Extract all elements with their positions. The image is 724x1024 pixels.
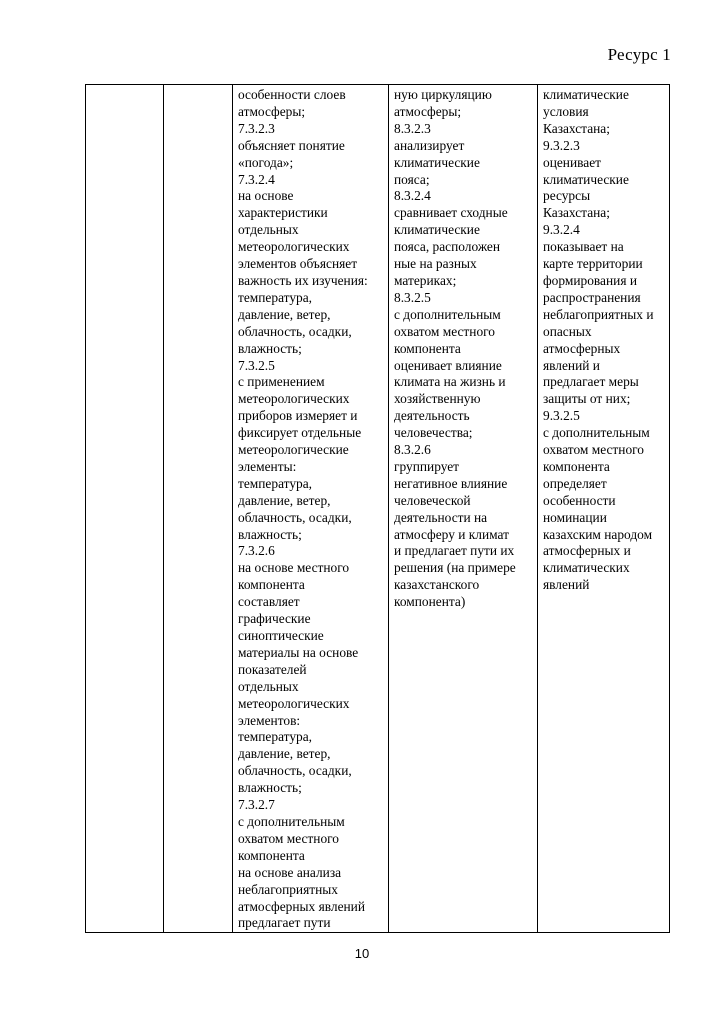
text-line: 9.3.2.3 — [543, 137, 580, 153]
grade9-objectives-text — [538, 85, 669, 594]
text-line: климатические — [543, 171, 629, 187]
text-line: 9.3.2.4 — [543, 222, 580, 238]
text-line: атмосферы; — [238, 103, 306, 119]
text-line: материках; — [394, 272, 457, 288]
text-line: решения (на примере — [394, 560, 516, 576]
text-line: и предлагает пути их — [394, 543, 515, 559]
text-line: температура, — [238, 289, 313, 305]
text-line: материалы на основе — [238, 644, 359, 660]
text-line: 8.3.2.6 — [394, 442, 431, 458]
empty-cell-col2 — [164, 85, 233, 933]
text-line: атмосферы; — [394, 103, 462, 119]
text-line: 9.3.2.5 — [543, 408, 580, 424]
text-line: ресурсы — [543, 188, 591, 204]
text-line: компонента — [238, 847, 305, 863]
text-line: фиксирует отдельные — [238, 425, 362, 441]
text-line: 7.3.2.4 — [238, 171, 275, 187]
text-line: 7.3.2.6 — [238, 543, 275, 559]
text-line: атмосферных — [543, 340, 621, 356]
text-line: отдельных — [238, 678, 299, 694]
text-line: компонента — [543, 458, 610, 474]
text-line: неблагоприятных — [238, 881, 338, 897]
text-line: климатические — [394, 154, 480, 170]
text-line: атмосферных явлений — [238, 898, 366, 914]
text-line: оценивает — [543, 154, 602, 170]
text-line: Казахстана; — [543, 205, 610, 221]
text-line: климата на жизнь и — [394, 374, 506, 390]
text-line: группирует — [394, 458, 460, 474]
text-line: атмосферных и — [543, 543, 631, 559]
text-line: 8.3.2.4 — [394, 188, 431, 204]
text-line: компонента — [394, 340, 461, 356]
text-line: формирования и — [543, 272, 637, 288]
text-line: характеристики — [238, 205, 328, 221]
text-line: предлагает меры — [543, 374, 639, 390]
text-line: 7.3.2.3 — [238, 120, 275, 136]
text-line: давление, ветер, — [238, 492, 331, 508]
table-row — [86, 85, 670, 933]
text-line: 7.3.2.5 — [238, 357, 275, 373]
text-line: определяет — [543, 475, 607, 491]
text-line: неблагоприятных и — [543, 306, 654, 322]
text-line: синоптические — [238, 628, 324, 643]
text-line: показывает на — [543, 239, 624, 255]
text-line: элементов: — [238, 712, 301, 728]
text-line: охватом местного — [394, 323, 495, 339]
text-line: давление, ветер, — [238, 306, 331, 322]
text-line: предлагает пути — [238, 915, 331, 931]
text-line: с дополнительным — [238, 813, 345, 829]
text-line: 8.3.2.5 — [394, 289, 431, 305]
text-line: климатических — [543, 560, 630, 576]
text-line: влажность; — [238, 780, 302, 796]
text-line: температура, — [238, 475, 313, 491]
text-line: деятельности на — [394, 509, 488, 525]
text-line: метеорологические — [238, 442, 349, 458]
text-line: явлений — [543, 577, 590, 593]
text-line: человеческой — [394, 492, 471, 508]
text-line: влажность; — [238, 526, 302, 542]
text-line: деятельность — [394, 408, 470, 424]
text-line: номинации — [543, 509, 607, 525]
grade7-objectives-text — [233, 85, 388, 932]
text-line: человечества; — [394, 425, 473, 441]
text-line: отдельных — [238, 222, 299, 238]
text-line: приборов измеряет и — [238, 408, 358, 424]
text-line: оценивает влияние — [394, 357, 502, 373]
text-line: распространения — [543, 289, 641, 305]
text-line: влажность; — [238, 340, 302, 356]
text-line: показателей — [238, 661, 307, 677]
text-line: с дополнительным — [394, 306, 501, 322]
text-line: хозяйственную — [394, 391, 481, 407]
text-line: казахстанского — [394, 577, 480, 593]
text-line: карте территории — [543, 256, 643, 272]
text-line: особенности слоев — [238, 87, 346, 102]
resource-label: Ресурс 1 — [607, 45, 671, 64]
text-line: температура, — [238, 729, 313, 745]
table-cell-col3 — [233, 85, 389, 933]
text-line: защиты от них; — [543, 391, 631, 407]
text-line: негативное влияние — [394, 475, 508, 491]
text-line: элементы: — [238, 458, 297, 474]
text-line: объясняет понятие — [238, 137, 345, 153]
text-line: явлений и — [543, 357, 600, 373]
page-number: 10 — [354, 946, 370, 961]
text-line: 8.3.2.3 — [394, 120, 431, 136]
text-line: компонента — [238, 577, 305, 593]
text-line: с дополнительным — [543, 425, 650, 441]
table-cell-col4 — [389, 85, 538, 933]
text-line: облачность, осадки, — [238, 763, 352, 779]
text-line: пояса, расположен — [394, 239, 501, 255]
text-line: анализирует — [394, 137, 465, 153]
text-line: давление, ветер, — [238, 746, 331, 762]
text-line: охватом местного — [238, 830, 339, 846]
text-line: «погода»; — [238, 154, 294, 170]
text-line: метеорологических — [238, 239, 350, 255]
text-line: охватом местного — [543, 442, 644, 458]
text-line: метеорологических — [238, 391, 350, 407]
text-line: Казахстана; — [543, 120, 610, 136]
text-line: ные на разных — [394, 256, 477, 272]
text-line: казахским народом — [543, 526, 653, 542]
text-line: климатические — [543, 87, 629, 102]
text-line: облачность, осадки, — [238, 509, 352, 525]
grade8-objectives-text — [389, 85, 537, 611]
text-line: пояса; — [394, 171, 430, 187]
text-line: особенности — [543, 492, 616, 508]
text-line: сравнивает сходные — [394, 205, 508, 221]
text-line: 7.3.2.7 — [238, 797, 275, 813]
text-line: компонента) — [394, 594, 466, 610]
text-line: составляет — [238, 594, 300, 610]
text-line: на основе анализа — [238, 864, 342, 880]
text-line: графические — [238, 611, 311, 627]
text-line: на основе местного — [238, 560, 350, 576]
text-line: на основе — [238, 188, 294, 204]
text-line: метеорологических — [238, 695, 350, 711]
text-line: элементов объясняет — [238, 256, 358, 272]
text-line: условия — [543, 103, 589, 119]
text-line: облачность, осадки, — [238, 323, 352, 339]
table-cell-col5 — [538, 85, 670, 933]
text-line: атмосферу и климат — [394, 526, 509, 542]
text-line: с применением — [238, 374, 325, 390]
text-line: ную циркуляцию — [394, 87, 492, 102]
text-line: важность их изучения: — [238, 272, 368, 288]
empty-cell-col1 — [86, 85, 164, 933]
curriculum-table — [85, 84, 670, 933]
text-line: опасных — [543, 323, 592, 339]
text-line: климатические — [394, 222, 480, 238]
